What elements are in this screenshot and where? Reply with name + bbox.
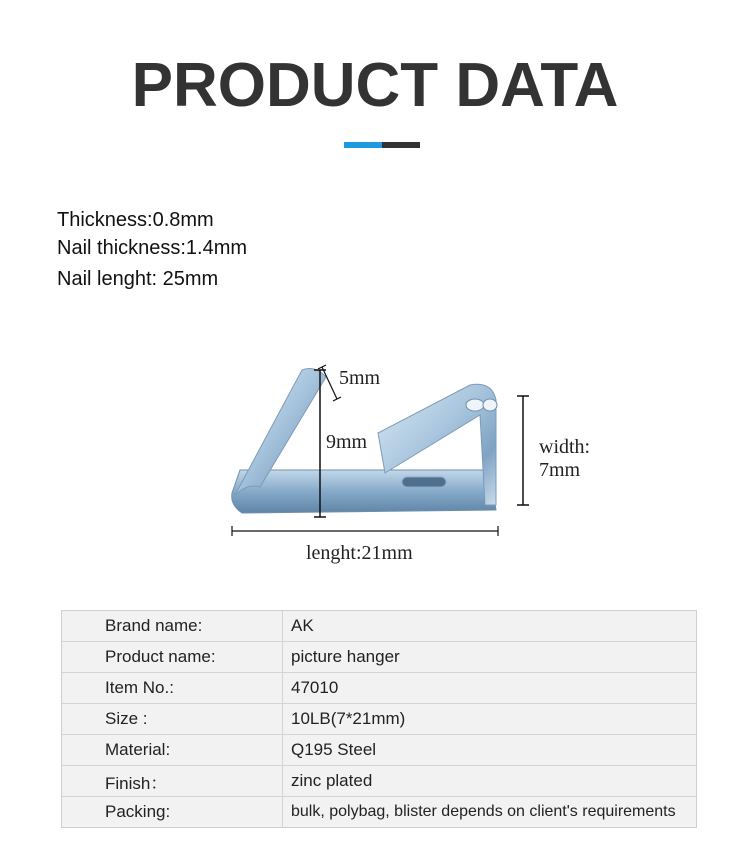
title-underline-dark (382, 142, 420, 148)
row-value: zinc plated (291, 771, 373, 790)
row-label: Finish： (62, 766, 283, 796)
dim-label-width: width: (539, 436, 591, 458)
row-value: Q195 Steel (291, 740, 377, 759)
row-label: Material: (62, 735, 283, 765)
row-value: bulk, polybag, blister depends on client's requirements (291, 803, 676, 820)
row-value: picture hanger (291, 647, 400, 666)
row-label: Size : (62, 704, 283, 734)
dim-label-9mm: 9mm (326, 431, 368, 453)
spec-nail-thickness: Nail thickness:1.4mm (57, 237, 248, 259)
table-row (62, 673, 696, 704)
row-label: Brand name: (62, 611, 283, 641)
table-row (62, 611, 696, 642)
product-data-table (61, 610, 697, 828)
row-value: 10LB(7*21mm) (291, 709, 406, 728)
row-value: AK (291, 616, 314, 635)
table-row (62, 797, 696, 827)
page-title: PRODUCT DATA (131, 51, 619, 120)
table-row (62, 704, 696, 735)
table-row (62, 642, 696, 673)
dim-label-5mm: 5mm (339, 367, 381, 389)
spec-thickness: Thickness:0.8mm (57, 209, 214, 231)
row-value: 47010 (291, 678, 339, 697)
row-label: Packing: (62, 797, 283, 827)
table-row (62, 766, 696, 797)
title-underline-accent (344, 142, 382, 148)
row-label: Product name: (62, 642, 283, 672)
dim-label-width-value: 7mm (539, 459, 581, 481)
table-row (62, 735, 696, 766)
product-diagram (200, 355, 620, 575)
dim-label-length: lenght:21mm (306, 542, 413, 564)
spec-nail-length: Nail lenght: 25mm (57, 268, 219, 290)
row-label: Item No.: (62, 673, 283, 703)
